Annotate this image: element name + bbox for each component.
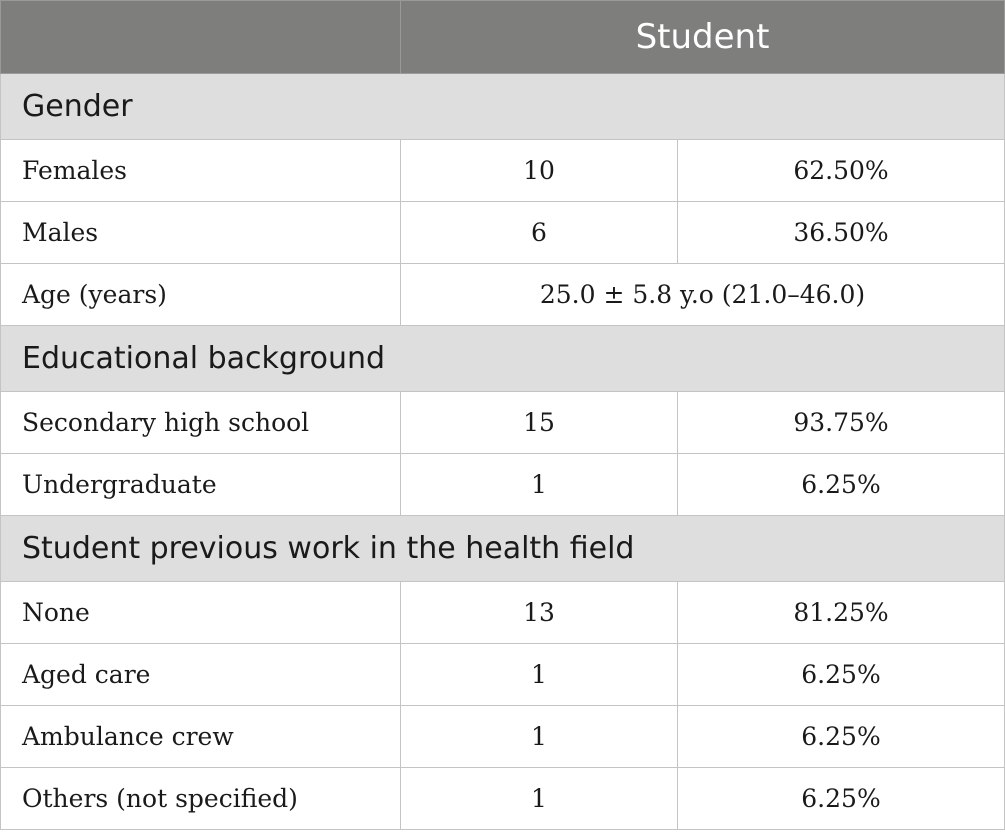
row-count: 15 bbox=[401, 392, 678, 454]
row-label: Age (years) bbox=[1, 264, 401, 326]
section-title: Gender bbox=[1, 74, 1005, 140]
row-count: 1 bbox=[401, 706, 678, 768]
row-label: Females bbox=[1, 140, 401, 202]
section-title: Educational background bbox=[1, 326, 1005, 392]
header-blank-cell bbox=[1, 1, 401, 74]
row-percent: 6.25% bbox=[678, 768, 1005, 830]
row-label: Ambulance crew bbox=[1, 706, 401, 768]
section-gender bbox=[1, 74, 1005, 140]
row-count: 10 bbox=[401, 140, 678, 202]
row-count: 6 bbox=[401, 202, 678, 264]
section-work bbox=[1, 516, 1005, 582]
table-row bbox=[1, 768, 1005, 830]
table-row-age bbox=[1, 264, 1005, 326]
table-row bbox=[1, 140, 1005, 202]
table-row bbox=[1, 392, 1005, 454]
age-value: 25.0 ± 5.8 y.o (21.0–46.0) bbox=[401, 264, 1005, 326]
row-count: 1 bbox=[401, 644, 678, 706]
row-label: Males bbox=[1, 202, 401, 264]
row-label: Aged care bbox=[1, 644, 401, 706]
row-label: None bbox=[1, 582, 401, 644]
section-education bbox=[1, 326, 1005, 392]
row-label: Others (not specified) bbox=[1, 768, 401, 830]
table-row bbox=[1, 202, 1005, 264]
header-student: Student bbox=[401, 1, 1005, 74]
row-percent: 6.25% bbox=[678, 706, 1005, 768]
section-title: Student previous work in the health field bbox=[1, 516, 1005, 582]
table-row bbox=[1, 454, 1005, 516]
header-row bbox=[1, 1, 1005, 74]
row-percent: 81.25% bbox=[678, 582, 1005, 644]
row-percent: 6.25% bbox=[678, 454, 1005, 516]
row-percent: 6.25% bbox=[678, 644, 1005, 706]
row-label: Undergraduate bbox=[1, 454, 401, 516]
table-row bbox=[1, 644, 1005, 706]
table-row bbox=[1, 706, 1005, 768]
row-count: 1 bbox=[401, 768, 678, 830]
row-percent: 36.50% bbox=[678, 202, 1005, 264]
table-row bbox=[1, 582, 1005, 644]
row-percent: 62.50% bbox=[678, 140, 1005, 202]
row-count: 1 bbox=[401, 454, 678, 516]
row-count: 13 bbox=[401, 582, 678, 644]
row-percent: 93.75% bbox=[678, 392, 1005, 454]
row-label: Secondary high school bbox=[1, 392, 401, 454]
